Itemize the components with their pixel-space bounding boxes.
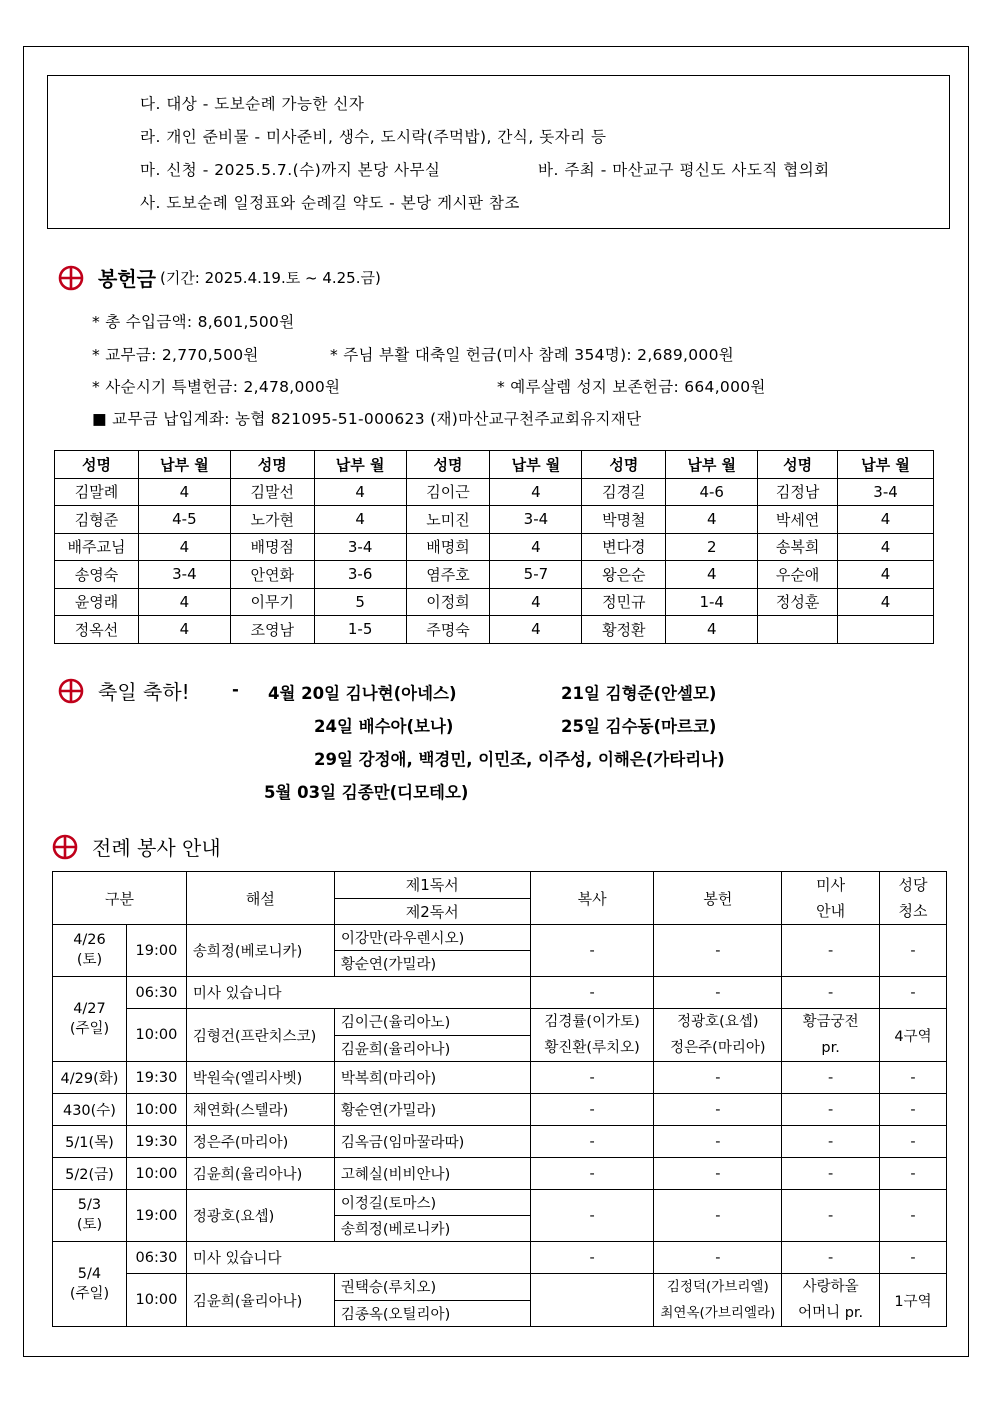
header-misa: 미사 안내 <box>782 872 880 925</box>
feast-row1-a: 4월 20일 김나현(아네스) <box>268 684 457 703</box>
date-cell: 4/26 (토) <box>53 925 127 977</box>
dues-month-cell: 3-4 <box>314 533 406 561</box>
dues-name-cell: 변다경 <box>582 533 666 561</box>
feast-dash: - <box>232 680 239 699</box>
cheongso-cell: - <box>880 1126 947 1158</box>
dues-name-cell: 김이근 <box>406 478 490 506</box>
dues-name-cell: 이무기 <box>230 588 314 616</box>
dues-month-cell: 4 <box>490 616 582 644</box>
dues-header-month: 납부 월 <box>490 451 582 479</box>
dues-month-cell: 4-6 <box>666 478 758 506</box>
bongheon-cell: - <box>654 1242 782 1274</box>
header-reader2: 제2독서 <box>334 898 530 925</box>
dues-month-cell: 1-4 <box>666 588 758 616</box>
time-cell: 10:00 <box>126 1274 186 1327</box>
bongheon-cell: - <box>654 925 782 977</box>
dues-name-cell: 김경길 <box>582 478 666 506</box>
header-gubun: 구분 <box>53 872 187 925</box>
misa-cell: - <box>782 1094 880 1126</box>
bongheon-cell: 정광호(요셉) 정은주(마리아) <box>654 1009 782 1062</box>
dues-header-name: 성명 <box>758 451 838 479</box>
dues-month-cell: 4 <box>138 533 230 561</box>
haeseol-cell: 채연화(스텔라) <box>186 1094 334 1126</box>
bongheon-cell: - <box>654 1158 782 1190</box>
liturgy-title: 전례 봉사 안내 <box>92 836 221 860</box>
dues-name-cell: 염주호 <box>406 561 490 589</box>
dues-row <box>55 561 934 589</box>
cheongso-cell: 4구역 <box>880 1009 947 1062</box>
note-cell: 미사 있습니다 <box>186 1242 530 1274</box>
cheongso-cell: - <box>880 1190 947 1242</box>
boksa-cell: - <box>530 1094 654 1126</box>
boksa-cell <box>530 1274 654 1327</box>
misa-cell: - <box>782 1062 880 1094</box>
dues-name-cell <box>758 616 838 644</box>
misa-cell: - <box>782 1126 880 1158</box>
dues-row <box>55 533 934 561</box>
boksa-cell: 김경률(이가토) 황진환(루치오) <box>530 1009 654 1062</box>
header-reader1: 제1독서 <box>334 872 530 899</box>
misa-cell: - <box>782 1158 880 1190</box>
date-cell: 4/27 (주일) <box>53 977 127 1062</box>
dues-name-cell: 배명희 <box>406 533 490 561</box>
reader-cell: 김옥금(임마꿀라따) <box>334 1126 530 1158</box>
dues-month-cell: 4 <box>314 506 406 534</box>
reader1-cell: 이정길(토마스) <box>334 1190 530 1216</box>
dues-header-name: 성명 <box>55 451 139 479</box>
dues-name-cell: 정성훈 <box>758 588 838 616</box>
notice-target: 다. 대상 - 도보순례 가능한 신자 <box>140 95 365 113</box>
dues-month-cell: 1-5 <box>314 616 406 644</box>
dues-month-cell: 4 <box>838 533 934 561</box>
dues-name-cell: 김정남 <box>758 478 838 506</box>
reader2-cell: 김윤희(율리아나) <box>334 1035 530 1062</box>
dues-month-cell: 3-4 <box>138 561 230 589</box>
reader-cell: 고혜실(비비안나) <box>334 1158 530 1190</box>
dues-name-cell: 황정환 <box>582 616 666 644</box>
dues-name-cell: 이정희 <box>406 588 490 616</box>
offering-jerusalem: * 예루살렘 성지 보존헌금: 664,000원 <box>497 378 766 396</box>
dues-name-cell: 박명철 <box>582 506 666 534</box>
reader1-cell: 김이근(율리아노) <box>334 1009 530 1036</box>
dues-name-cell: 김형준 <box>55 506 139 534</box>
haeseol-cell: 송희정(베로니카) <box>186 925 334 977</box>
dues-month-cell: 3-6 <box>314 561 406 589</box>
reader1-cell: 이강만(라우렌시오) <box>334 925 530 951</box>
date-cell: 5/3 (토) <box>53 1190 127 1242</box>
bongheon-cell: - <box>654 977 782 1009</box>
dues-name-cell: 정민규 <box>582 588 666 616</box>
dues-month-cell: 3-4 <box>838 478 934 506</box>
dues-month-cell: 4 <box>138 588 230 616</box>
liturgy-heading <box>52 832 221 861</box>
offering-title: 봉헌금 <box>98 267 156 291</box>
reader2-cell: 황순연(가밀라) <box>334 951 530 977</box>
misa-cell: 사랑하올 어머니 pr. <box>782 1274 880 1327</box>
haeseol-cell: 정광호(요셉) <box>186 1190 334 1242</box>
reader-cell: 박복희(마리아) <box>334 1062 530 1094</box>
note-cell: 미사 있습니다 <box>186 977 530 1009</box>
dues-month-cell: 4 <box>138 478 230 506</box>
dues-header-name: 성명 <box>582 451 666 479</box>
feast-row3: 29일 강정애, 백경민, 이민조, 이주성, 이해은(가타리나) <box>314 750 725 769</box>
pilgrimage-notice-box <box>47 75 950 229</box>
dues-month-cell: 4 <box>138 616 230 644</box>
dues-month-cell: 4 <box>666 561 758 589</box>
header-bongheon: 봉헌 <box>654 872 782 925</box>
dues-name-cell: 정옥선 <box>55 616 139 644</box>
boksa-cell: - <box>530 977 654 1009</box>
dues-row <box>55 588 934 616</box>
dues-month-cell: 4 <box>838 588 934 616</box>
dues-month-cell: 4 <box>490 533 582 561</box>
dues-month-cell: 4 <box>490 478 582 506</box>
boksa-cell: - <box>530 925 654 977</box>
dues-month-cell: 5-7 <box>490 561 582 589</box>
liturgy-table <box>52 871 947 1327</box>
dues-header-month: 납부 월 <box>666 451 758 479</box>
dues-month-cell: 2 <box>666 533 758 561</box>
reader2-cell: 김종옥(오틸리아) <box>334 1300 530 1327</box>
dues-header-month: 납부 월 <box>138 451 230 479</box>
offering-total: * 총 수입금액: 8,601,500원 <box>92 313 295 331</box>
cross-circle-icon <box>58 265 84 291</box>
dues-name-cell: 주명숙 <box>406 616 490 644</box>
time-cell: 06:30 <box>126 977 186 1009</box>
time-cell: 10:00 <box>126 1158 186 1190</box>
cheongso-cell: - <box>880 1062 947 1094</box>
dues-table <box>54 450 934 644</box>
offering-diocese: * 교무금: 2,770,500원 <box>92 346 259 364</box>
dues-name-cell: 노가현 <box>230 506 314 534</box>
dues-row <box>55 616 934 644</box>
dues-name-cell: 윤영래 <box>55 588 139 616</box>
misa-cell: - <box>782 925 880 977</box>
dues-name-cell: 송복희 <box>758 533 838 561</box>
time-cell: 19:30 <box>126 1126 186 1158</box>
dues-header-month: 납부 월 <box>314 451 406 479</box>
notice-schedule: 사. 도보순례 일정표와 순례길 약도 - 본당 게시판 참조 <box>140 194 520 212</box>
boksa-cell: - <box>530 1126 654 1158</box>
dues-month-cell: 5 <box>314 588 406 616</box>
misa-cell: - <box>782 1242 880 1274</box>
time-cell: 10:00 <box>126 1009 186 1062</box>
cheongso-cell: - <box>880 925 947 977</box>
cheongso-cell: - <box>880 1094 947 1126</box>
notice-apply: 마. 신청 - 2025.5.7.(수)까지 본당 사무실 <box>140 161 441 179</box>
feast-title: 축일 축하! <box>98 680 190 704</box>
dues-name-cell: 박세연 <box>758 506 838 534</box>
time-cell: 19:30 <box>126 1062 186 1094</box>
dues-month-cell: 4 <box>490 588 582 616</box>
dues-name-cell: 조영남 <box>230 616 314 644</box>
haeseol-cell: 정은주(마리아) <box>186 1126 334 1158</box>
dues-month-cell: 4 <box>666 616 758 644</box>
time-cell: 06:30 <box>126 1242 186 1274</box>
haeseol-cell: 김형건(프란치스코) <box>186 1009 334 1062</box>
offering-easter: * 주님 부활 대축일 헌금(미사 참례 354명): 2,689,000원 <box>330 346 735 364</box>
cheongso-cell: - <box>880 1242 947 1274</box>
dues-header-name: 성명 <box>230 451 314 479</box>
reader2-cell: 송희정(베로니카) <box>334 1216 530 1242</box>
reader1-cell: 권택승(루치오) <box>334 1274 530 1301</box>
cross-circle-icon <box>52 834 78 860</box>
feast-heading <box>58 676 190 705</box>
date-cell: 5/1(목) <box>53 1126 127 1158</box>
offering-special: * 사순시기 특별헌금: 2,478,000원 <box>92 378 341 396</box>
dues-month-cell <box>838 616 934 644</box>
feast-row2-a: 24일 배수아(보나) <box>314 717 454 736</box>
header-boksa: 복사 <box>530 872 654 925</box>
feast-row4: 5월 03일 김종만(디모테오) <box>264 783 469 802</box>
dues-month-cell: 4 <box>838 561 934 589</box>
dues-name-cell: 안연화 <box>230 561 314 589</box>
offering-heading <box>58 263 381 292</box>
cross-circle-icon <box>58 678 84 704</box>
bongheon-cell: - <box>654 1094 782 1126</box>
cheongso-cell: - <box>880 1158 947 1190</box>
dues-month-cell: 4 <box>838 506 934 534</box>
notice-host: 바. 주최 - 마산교구 평신도 사도직 협의회 <box>538 161 830 179</box>
dues-month-cell: 4 <box>666 506 758 534</box>
misa-cell: - <box>782 1190 880 1242</box>
feast-row2-b: 25일 김수동(마르코) <box>561 717 717 736</box>
dues-name-cell: 김말선 <box>230 478 314 506</box>
dues-name-cell: 우순애 <box>758 561 838 589</box>
misa-cell: - <box>782 977 880 1009</box>
haeseol-cell: 박원숙(엘리사벳) <box>186 1062 334 1094</box>
cheongso-cell: 1구역 <box>880 1274 947 1327</box>
cheongso-cell: - <box>880 977 947 1009</box>
dues-name-cell: 왕은순 <box>582 561 666 589</box>
bongheon-cell: - <box>654 1062 782 1094</box>
header-cheongso: 성당 청소 <box>880 872 947 925</box>
boksa-cell: - <box>530 1158 654 1190</box>
dues-header-month: 납부 월 <box>838 451 934 479</box>
time-cell: 10:00 <box>126 1094 186 1126</box>
haeseol-cell: 김윤희(율리아나) <box>186 1274 334 1327</box>
dues-name-cell: 노미진 <box>406 506 490 534</box>
time-cell: 19:00 <box>126 925 186 977</box>
bongheon-cell: 김정덕(가브리엘) 최연옥(가브리엘라) <box>654 1274 782 1327</box>
dues-row <box>55 478 934 506</box>
bongheon-cell: - <box>654 1126 782 1158</box>
misa-cell: 황금궁전 pr. <box>782 1009 880 1062</box>
time-cell: 19:00 <box>126 1190 186 1242</box>
bongheon-cell: - <box>654 1190 782 1242</box>
dues-name-cell: 배명점 <box>230 533 314 561</box>
dues-name-cell: 송영숙 <box>55 561 139 589</box>
reader-cell: 황순연(가밀라) <box>334 1094 530 1126</box>
date-cell: 5/4 (주일) <box>53 1242 127 1327</box>
boksa-cell: - <box>530 1062 654 1094</box>
feast-row1-b: 21일 김형준(안셀모) <box>561 684 717 703</box>
dues-month-cell: 4-5 <box>138 506 230 534</box>
offering-period: (기간: 2025.4.19.토 ~ 4.25.금) <box>159 269 381 287</box>
dues-month-cell: 3-4 <box>490 506 582 534</box>
date-cell: 4/29(화) <box>53 1062 127 1094</box>
dues-month-cell: 4 <box>314 478 406 506</box>
dues-row <box>55 506 934 534</box>
dues-header-name: 성명 <box>406 451 490 479</box>
boksa-cell: - <box>530 1190 654 1242</box>
dues-name-cell: 김말례 <box>55 478 139 506</box>
date-cell: 430(수) <box>53 1094 127 1126</box>
notice-supplies: 라. 개인 준비물 - 미사준비, 생수, 도시락(주먹밥), 간식, 돗자리 등 <box>140 128 607 146</box>
haeseol-cell: 김윤희(율리아나) <box>186 1158 334 1190</box>
date-cell: 5/2(금) <box>53 1158 127 1190</box>
boksa-cell: - <box>530 1242 654 1274</box>
dues-name-cell: 배주교님 <box>55 533 139 561</box>
header-haeseol: 해설 <box>186 872 334 925</box>
offering-account: ■ 교무금 납입계좌: 농협 821095-51-000623 (재)마산교구천주교회유지재단 <box>92 410 642 428</box>
